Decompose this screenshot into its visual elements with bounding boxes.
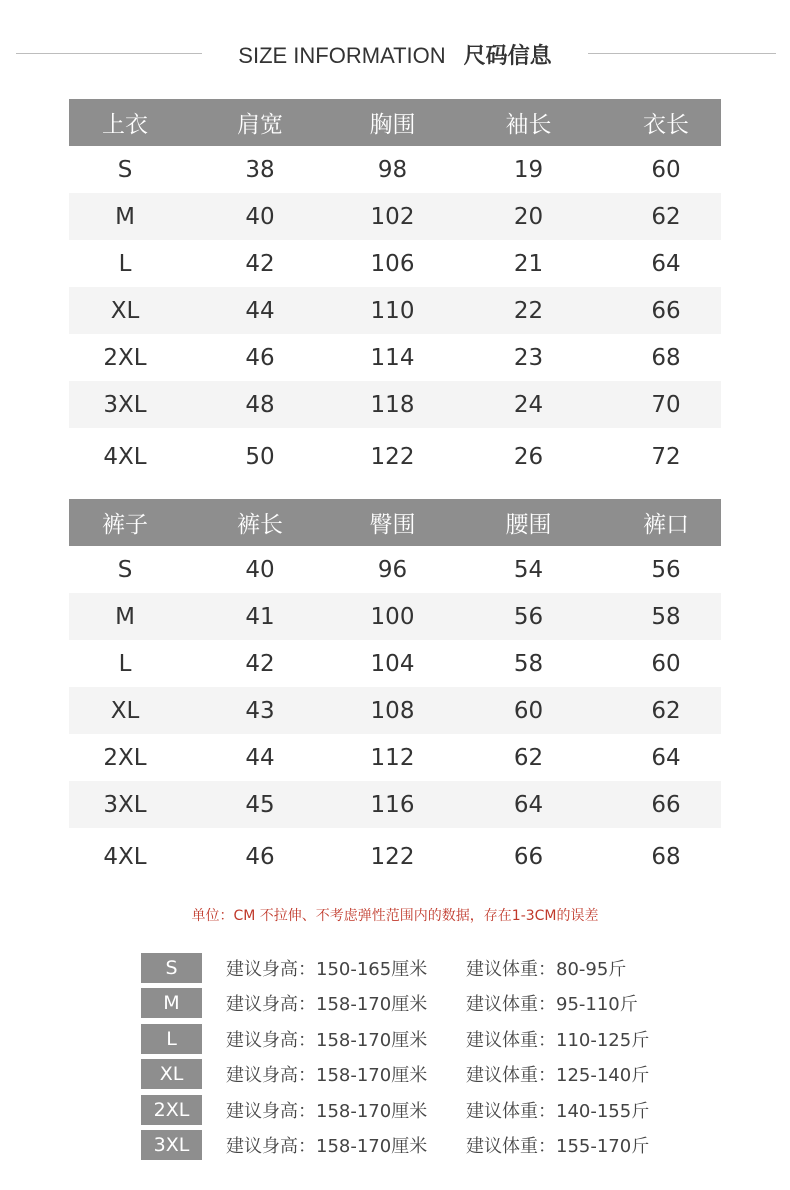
list-item	[141, 1092, 701, 1128]
table-cell: L	[118, 650, 132, 677]
list-item	[141, 1021, 701, 1057]
table-cell: 62	[651, 203, 681, 230]
table-cell: 98	[377, 156, 408, 183]
pants-header-cell: 裤子	[102, 512, 148, 538]
table-cell: 62	[513, 744, 544, 771]
table-cell: 19	[513, 156, 544, 183]
tops-header-row	[69, 99, 721, 146]
size-badge: 2XL	[141, 1095, 202, 1125]
suggested-weight: 建议体重：110-125斤	[466, 1029, 650, 1051]
table-cell: 20	[513, 203, 544, 230]
table-cell: 24	[513, 391, 544, 418]
table-cell: L	[118, 250, 132, 277]
table-row	[69, 781, 721, 828]
suggested-weight: 建议体重：125-140斤	[466, 1065, 650, 1087]
size-badge: M	[141, 988, 202, 1018]
size-badge: L	[141, 1024, 202, 1054]
table-cell: 112	[370, 744, 415, 771]
pants-header-row	[69, 499, 721, 546]
table-cell: 104	[370, 650, 415, 677]
pants-header-cell: 裤口	[643, 512, 689, 538]
size-badge: XL	[141, 1059, 202, 1089]
table-cell: 46	[245, 843, 275, 870]
measurement-note: 单位：CM 不拉伸、不考虑弹性范围内的数据，存在1-3CM的误差	[191, 908, 599, 924]
table-row	[69, 640, 721, 687]
suggested-height: 建议身高：158-170厘米	[226, 994, 428, 1016]
pants-size-table	[69, 499, 721, 885]
table-cell: M	[115, 603, 135, 630]
tops-header-cell: 衣长	[643, 112, 689, 138]
table-cell: 96	[377, 556, 408, 583]
table-cell: S	[117, 156, 133, 183]
table-row	[69, 381, 721, 428]
table-cell: 60	[513, 697, 544, 724]
table-cell: 66	[651, 791, 681, 818]
suggested-weight: 建议体重：95-110斤	[466, 994, 638, 1016]
list-item	[141, 1057, 701, 1093]
table-cell: 114	[370, 344, 415, 371]
table-cell: 46	[245, 344, 275, 371]
table-cell: 66	[651, 297, 681, 324]
table-cell: 2XL	[103, 344, 147, 371]
table-row	[69, 428, 721, 485]
table-row	[69, 828, 721, 885]
table-cell: 106	[370, 250, 415, 277]
table-cell: 62	[651, 697, 681, 724]
table-cell: 3XL	[103, 391, 147, 418]
table-cell: 38	[245, 156, 275, 183]
table-cell: 42	[245, 250, 275, 277]
suggested-height: 建议身高：150-165厘米	[226, 958, 428, 980]
table-cell: 108	[370, 697, 415, 724]
size-recommendation-list	[141, 950, 701, 1163]
table-cell: 122	[370, 443, 415, 470]
table-row	[69, 146, 721, 193]
table-cell: 26	[513, 443, 544, 470]
table-cell: 58	[651, 603, 681, 630]
table-cell: 60	[651, 156, 681, 183]
table-cell: 72	[651, 443, 681, 470]
table-row	[69, 734, 721, 781]
pants-header-cell: 腰围	[505, 512, 552, 538]
table-cell: 3XL	[103, 791, 147, 818]
table-cell: 50	[245, 443, 275, 470]
title-divider-right	[588, 53, 776, 54]
table-cell: S	[117, 556, 133, 583]
table-cell: 48	[245, 391, 275, 418]
suggested-weight: 建议体重：80-95斤	[466, 958, 627, 980]
table-cell: 56	[651, 556, 681, 583]
table-cell: 68	[651, 843, 681, 870]
table-cell: 45	[245, 791, 275, 818]
table-cell: XL	[110, 297, 140, 324]
table-cell: 4XL	[103, 443, 147, 470]
table-cell: 122	[370, 843, 415, 870]
pants-header-cell: 裤长	[237, 512, 283, 538]
table-cell: 22	[513, 297, 544, 324]
suggested-height: 建议身高：158-170厘米	[226, 1100, 428, 1122]
suggested-height: 建议身高：158-170厘米	[226, 1065, 428, 1087]
tops-header-cell: 袖长	[505, 112, 552, 138]
tops-header-cell: 上衣	[102, 112, 148, 138]
table-cell: 4XL	[103, 843, 147, 870]
table-cell: 42	[245, 650, 275, 677]
table-cell: 54	[513, 556, 544, 583]
table-cell: 23	[513, 344, 544, 371]
suggested-height: 建议身高：158-170厘米	[226, 1029, 428, 1051]
suggested-height: 建议身高：158-170厘米	[226, 1136, 428, 1158]
table-cell: 58	[513, 650, 544, 677]
table-cell: 68	[651, 344, 681, 371]
table-row	[69, 193, 721, 240]
table-cell: 21	[513, 250, 544, 277]
list-item	[141, 986, 701, 1022]
pants-header-cell: 臀围	[369, 512, 416, 538]
list-item	[141, 1128, 701, 1164]
table-cell: XL	[110, 697, 140, 724]
size-badge: S	[141, 953, 202, 983]
table-row	[69, 334, 721, 381]
section-title	[0, 36, 790, 70]
table-cell: 70	[651, 391, 681, 418]
table-cell: 64	[513, 791, 544, 818]
table-cell: M	[115, 203, 135, 230]
list-item	[141, 950, 701, 986]
table-cell: 43	[245, 697, 275, 724]
table-row	[69, 687, 721, 734]
table-row	[69, 240, 721, 287]
table-cell: 44	[245, 297, 275, 324]
size-badge: 3XL	[141, 1130, 202, 1160]
tops-header-cell: 肩宽	[237, 112, 283, 138]
table-cell: 100	[370, 603, 415, 630]
suggested-weight: 建议体重：140-155斤	[466, 1100, 650, 1122]
table-cell: 118	[370, 391, 415, 418]
table-cell: 2XL	[103, 744, 147, 771]
tops-size-table	[69, 99, 721, 485]
table-cell: 64	[651, 744, 681, 771]
table-cell: 116	[370, 791, 415, 818]
table-cell: 66	[513, 843, 544, 870]
suggested-weight: 建议体重：155-170斤	[466, 1136, 650, 1158]
table-cell: 56	[513, 603, 544, 630]
title-chinese: 尺码信息	[463, 44, 552, 69]
tops-header-cell: 胸围	[369, 112, 416, 138]
table-row	[69, 593, 721, 640]
table-cell: 60	[651, 650, 681, 677]
table-cell: 110	[370, 297, 415, 324]
table-cell: 41	[245, 603, 275, 630]
table-cell: 44	[245, 744, 275, 771]
table-cell: 102	[370, 203, 415, 230]
table-cell: 40	[245, 556, 275, 583]
table-cell: 40	[245, 203, 275, 230]
title-english: SIZE INFORMATION	[238, 43, 446, 68]
title-text	[0, 39, 790, 70]
table-row	[69, 287, 721, 334]
table-cell: 64	[651, 250, 681, 277]
table-row	[69, 546, 721, 593]
